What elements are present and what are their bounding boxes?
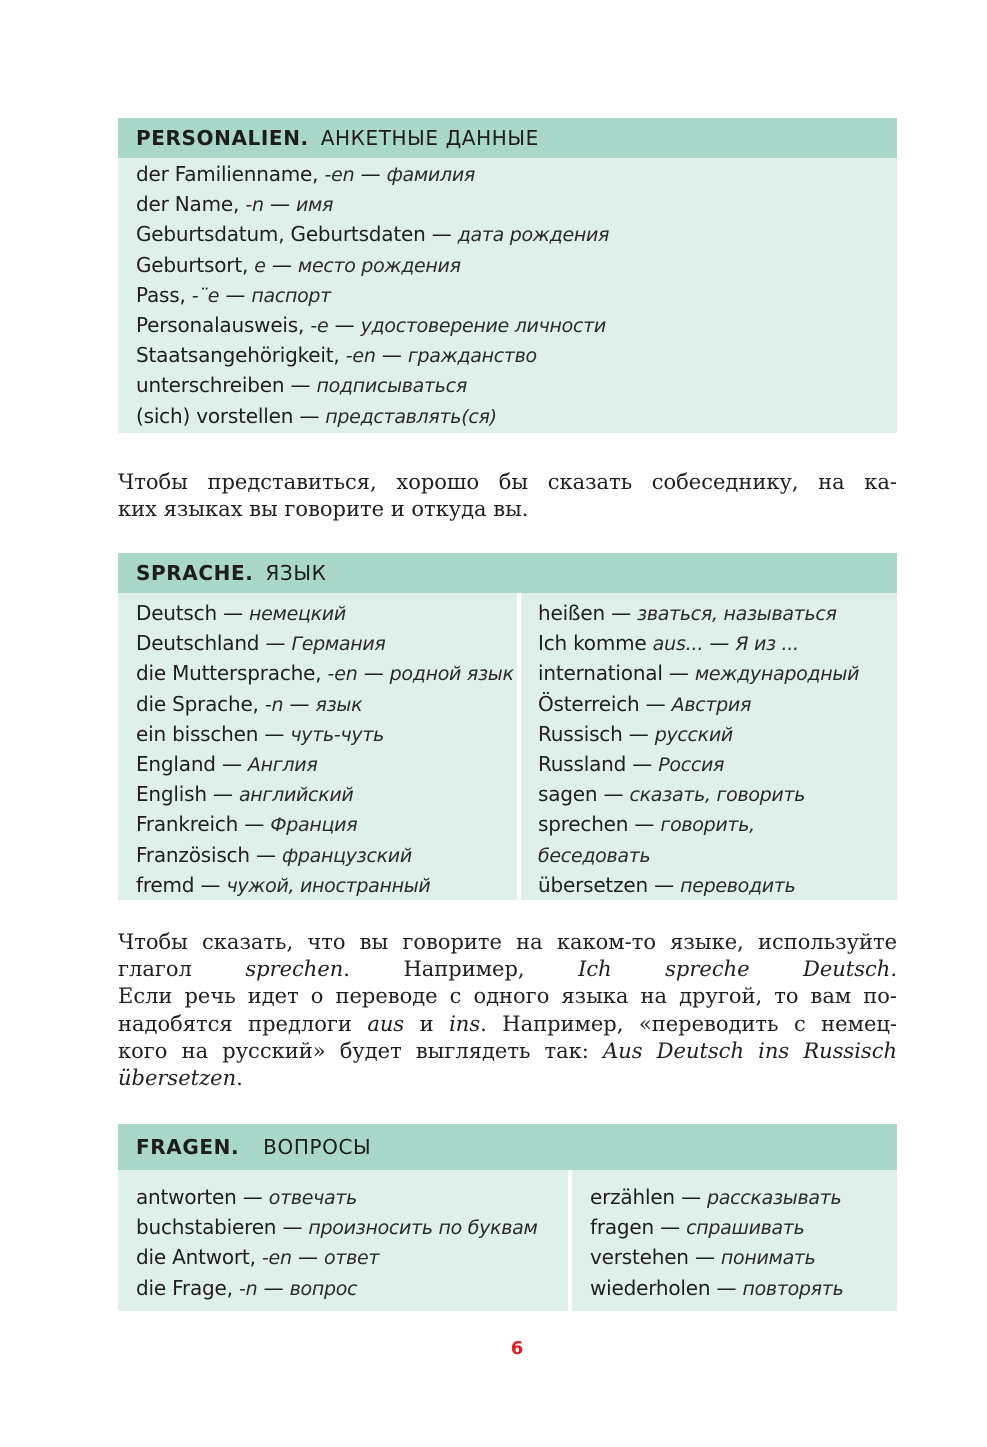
vocab-translation: рассказывать bbox=[707, 1187, 842, 1209]
paragraph-line: надобятся предлоги aus и ins. Например, «переводить с немец- bbox=[118, 1011, 897, 1036]
paragraph-example: ins bbox=[449, 1011, 481, 1036]
vocab-dash: — bbox=[291, 1245, 325, 1270]
personalien-box bbox=[118, 118, 897, 433]
vocab-dash: — bbox=[703, 631, 736, 656]
vocab-translation: имя bbox=[295, 194, 334, 217]
vocab-dash: — bbox=[249, 842, 282, 867]
vocab-word: buchstabieren bbox=[136, 1215, 277, 1240]
vocab-word: Deutsch bbox=[136, 601, 217, 625]
vocab-entry bbox=[136, 160, 609, 190]
vocab-translation: родной язык bbox=[389, 663, 514, 686]
vocab-translation: паспорт bbox=[251, 284, 331, 307]
vocab-translation: фамилия bbox=[386, 164, 476, 186]
vocab-translation: международный bbox=[694, 663, 860, 686]
vocab-dash: — bbox=[293, 403, 326, 428]
paragraph-example: aus bbox=[367, 1011, 405, 1036]
sprache-list bbox=[118, 593, 897, 900]
vocab-plural-suffix: aus... bbox=[652, 633, 704, 656]
paragraph-line: Чтобы сказать, что вы говорите на каком-то языке, используйте bbox=[118, 930, 897, 954]
page-number: 6 bbox=[510, 1338, 524, 1359]
vocab-translation: немецкий bbox=[249, 603, 346, 625]
vocab-translation: говорить, bbox=[660, 814, 755, 837]
vocab-word: der Familienname, bbox=[136, 162, 325, 186]
vocab-entry bbox=[590, 1274, 843, 1304]
vocab-translation: сказать, говорить bbox=[629, 784, 806, 807]
vocab-entry bbox=[136, 780, 514, 810]
paragraph-example: Aus Deutsch ins Russisch bbox=[603, 1038, 897, 1063]
vocab-dash: — bbox=[604, 601, 638, 625]
fragen-title-de: FRAGEN. bbox=[136, 1135, 240, 1159]
vocab-dash: — bbox=[597, 782, 630, 807]
vocab-dash: — bbox=[622, 721, 655, 746]
vocab-plural-suffix: -en bbox=[345, 345, 376, 368]
vocab-word: die Frage, bbox=[136, 1275, 239, 1300]
vocab-translation: произносить по буквам bbox=[308, 1217, 538, 1240]
vocab-dash: — bbox=[628, 812, 661, 837]
vocab-dash: — bbox=[219, 282, 252, 307]
vocab-plural-suffix: -en bbox=[261, 1247, 292, 1270]
vocab-dash: — bbox=[688, 1245, 721, 1270]
vocab-translation: представлять(ся) bbox=[325, 405, 497, 428]
vocab-entry bbox=[538, 659, 859, 689]
vocab-translation: русский bbox=[654, 723, 733, 746]
intro-paragraph-lines bbox=[118, 469, 897, 523]
vocab-dash: — bbox=[639, 691, 672, 716]
paragraph-line: übersetzen. bbox=[118, 1066, 243, 1091]
vocab-word: Geburtsdatum, Geburtsdaten bbox=[136, 222, 426, 247]
vocab-dash: — bbox=[328, 313, 361, 338]
vocab-entry bbox=[136, 629, 514, 659]
vocab-word: English bbox=[136, 782, 207, 807]
intro-paragraph bbox=[118, 469, 897, 523]
paragraph-line: кого на русский» будет выглядеть так: Aus Deutsch ins Russisch bbox=[118, 1038, 897, 1063]
vocab-translation: дата рождения bbox=[457, 224, 610, 247]
sprache-header bbox=[118, 553, 897, 593]
vocab-entry bbox=[538, 871, 859, 901]
personalien-title-de: PERSONALIEN. bbox=[136, 126, 309, 150]
vocab-translation: Франция bbox=[270, 814, 358, 837]
vocab-word: fragen bbox=[590, 1215, 654, 1240]
vocab-word: unterschreiben bbox=[136, 373, 285, 398]
vocab-translation: удостоверение личности bbox=[360, 315, 606, 338]
vocab-word: verstehen bbox=[590, 1245, 689, 1270]
sprache-title-ru: ЯЗЫК bbox=[265, 561, 327, 585]
vocab-entry bbox=[136, 190, 609, 220]
vocab-word: Österreich bbox=[538, 691, 640, 716]
vocab-word: Geburtsort, bbox=[136, 252, 255, 277]
vocab-word: übersetzen bbox=[538, 872, 648, 897]
vocab-word: Russland bbox=[538, 752, 627, 777]
vocab-translation: место рождения bbox=[297, 254, 461, 277]
vocab-entry bbox=[590, 1213, 843, 1243]
sprache-title-de: SPRACHE. bbox=[136, 561, 254, 585]
paragraph-example: sprechen bbox=[245, 957, 344, 982]
vocab-dash: — bbox=[276, 1215, 309, 1240]
vocab-entry bbox=[538, 599, 859, 629]
vocab-dash: — bbox=[354, 162, 387, 186]
vocab-word: Französisch bbox=[136, 842, 250, 867]
vocab-word: England bbox=[136, 752, 216, 777]
vocab-dash: — bbox=[654, 1215, 687, 1240]
vocab-dash: — bbox=[236, 1185, 269, 1209]
vocab-entry bbox=[136, 720, 514, 750]
vocab-entry bbox=[136, 251, 609, 281]
vocab-translation: Германия bbox=[291, 633, 386, 656]
fragen-box bbox=[118, 1124, 897, 1311]
vocab-word: international bbox=[538, 661, 663, 686]
vocab-entry bbox=[136, 1213, 538, 1243]
vocab-word: wiederholen bbox=[590, 1275, 711, 1300]
vocab-entry bbox=[136, 841, 514, 871]
paragraph-line: Чтобы представиться, хорошо бы сказать собеседнику, на ка- bbox=[118, 470, 897, 494]
vocab-plural-suffix: -n bbox=[238, 1277, 258, 1300]
vocab-dash: — bbox=[257, 1275, 290, 1300]
vocab-word: Frankreich bbox=[136, 812, 239, 837]
sprache-right-column bbox=[538, 599, 859, 901]
vocab-dash: — bbox=[259, 631, 292, 656]
vocab-dash: — bbox=[238, 812, 271, 837]
vocab-dash: — bbox=[425, 222, 458, 247]
vocab-word: erzählen bbox=[590, 1185, 675, 1209]
vocab-translation: язык bbox=[315, 693, 363, 716]
vocab-word: die Muttersprache, bbox=[136, 661, 328, 686]
paragraph-example: Ich spreche Deutsch bbox=[578, 957, 891, 982]
vocab-translation: переводить bbox=[680, 874, 796, 897]
vocab-entry bbox=[590, 1243, 843, 1273]
vocab-entry bbox=[538, 690, 859, 720]
vocab-dash: — bbox=[647, 872, 681, 897]
vocab-plural-suffix: e bbox=[254, 254, 266, 277]
sprache-box bbox=[118, 553, 897, 900]
vocab-word: der Name, bbox=[136, 192, 246, 217]
vocab-translation: ответ bbox=[324, 1247, 380, 1270]
vocab-word: Deutschland bbox=[136, 631, 260, 656]
vocab-dash: — bbox=[674, 1185, 708, 1209]
vocab-plural-suffix: -n bbox=[264, 693, 284, 716]
vocab-entry bbox=[590, 1183, 843, 1213]
vocab-translation: понимать bbox=[720, 1247, 816, 1270]
vocab-word: ein bisschen bbox=[136, 721, 259, 746]
vocab-translation: отвечать bbox=[268, 1187, 358, 1209]
vocab-dash: — bbox=[263, 192, 296, 217]
vocab-dash: — bbox=[284, 373, 317, 398]
vocab-translation: французский bbox=[281, 844, 412, 867]
personalien-title-ru: АНКЕТНЫЕ ДАННЫЕ bbox=[320, 126, 539, 150]
vocab-translation: Англия bbox=[247, 754, 318, 777]
fragen-left-column bbox=[136, 1183, 538, 1304]
vocab-plural-suffix: -n bbox=[245, 194, 264, 217]
vocab-entry bbox=[136, 371, 609, 401]
vocab-dash: — bbox=[206, 782, 239, 807]
paragraph-example: übersetzen bbox=[118, 1066, 237, 1091]
vocab-entry bbox=[538, 629, 859, 659]
vocab-word: Ich komme bbox=[538, 631, 653, 656]
vocab-dash: — bbox=[357, 661, 390, 686]
vocab-translation: спрашивать bbox=[686, 1217, 805, 1240]
vocab-entry bbox=[136, 690, 514, 720]
vocab-dash: — bbox=[662, 661, 695, 686]
personalien-header bbox=[118, 118, 897, 158]
vocab-entry bbox=[136, 1243, 538, 1273]
vocab-entry bbox=[136, 1183, 538, 1213]
vocab-entry bbox=[136, 311, 609, 341]
vocab-dash: — bbox=[265, 252, 298, 277]
vocab-dash: — bbox=[375, 343, 408, 368]
vocab-entry bbox=[538, 841, 859, 871]
vocab-dash: — bbox=[258, 721, 291, 746]
vocab-translation: гражданство bbox=[407, 345, 537, 368]
vocab-plural-suffix: -e bbox=[310, 315, 329, 338]
vocab-entry bbox=[136, 810, 514, 840]
vocab-entry bbox=[136, 659, 514, 689]
vocab-translation: вопрос bbox=[289, 1277, 358, 1300]
vocab-translation: подписываться bbox=[316, 375, 467, 398]
vocab-plural-suffix: -¨e bbox=[191, 284, 220, 307]
fragen-list bbox=[118, 1170, 897, 1311]
vocab-entry bbox=[136, 402, 609, 432]
vocab-dash: — bbox=[710, 1275, 743, 1300]
vocab-word: (sich) vorstellen bbox=[136, 403, 294, 428]
vocab-word: Personalausweis, bbox=[136, 313, 311, 338]
vocab-word: die Sprache, bbox=[136, 691, 265, 716]
vocab-word: heißen bbox=[538, 601, 605, 625]
fragen-column-divider bbox=[568, 1170, 572, 1311]
vocab-entry bbox=[538, 750, 859, 780]
personalien-column bbox=[136, 160, 609, 432]
personalien-list bbox=[118, 158, 897, 433]
vocab-translation: Я из ... bbox=[735, 633, 799, 656]
usage-paragraph bbox=[118, 929, 897, 1092]
vocab-word: sagen bbox=[538, 782, 598, 807]
vocab-translation: английский bbox=[238, 784, 354, 807]
vocab-translation: зваться, называться bbox=[637, 603, 837, 625]
fragen-right-column bbox=[590, 1183, 843, 1304]
vocab-entry bbox=[136, 750, 514, 780]
vocab-translation: повторять bbox=[742, 1277, 844, 1300]
vocab-dash: — bbox=[216, 601, 250, 625]
vocab-entry bbox=[136, 341, 609, 371]
fragen-title-ru: ВОПРОСЫ bbox=[263, 1135, 372, 1159]
vocab-word: Russisch bbox=[538, 721, 623, 746]
vocab-translation: чуть-чуть bbox=[290, 723, 385, 746]
vocab-dash: — bbox=[194, 872, 227, 897]
vocab-entry bbox=[538, 810, 859, 840]
vocab-entry bbox=[136, 1274, 538, 1304]
vocab-word: die Antwort, bbox=[136, 1245, 262, 1270]
paragraph-line: Если речь идет о переводе с одного языка на другой, то вам по- bbox=[118, 984, 897, 1009]
vocab-translation: Россия bbox=[658, 754, 725, 777]
paragraph-line: глагол sprechen. Например, Ich spreche Deutsch. bbox=[118, 957, 898, 982]
vocab-entry bbox=[538, 720, 859, 750]
paragraph-line: ких языках вы говорите и откуда вы. bbox=[118, 497, 529, 522]
vocab-entry bbox=[136, 871, 514, 901]
vocab-word: Pass, bbox=[136, 282, 192, 307]
vocab-translation: чужой, иностранный bbox=[226, 874, 431, 897]
vocab-entry bbox=[136, 599, 514, 629]
vocab-word: Staatsangehörigkeit, bbox=[136, 343, 346, 368]
fragen-header bbox=[118, 1124, 897, 1170]
vocab-word: fremd bbox=[136, 872, 195, 897]
sprache-left-column bbox=[136, 599, 514, 901]
vocab-dash: — bbox=[283, 691, 316, 716]
vocab-entry bbox=[538, 780, 859, 810]
vocab-entry bbox=[136, 220, 609, 250]
usage-paragraph-lines bbox=[118, 929, 897, 1092]
vocab-plural-suffix: -en bbox=[327, 663, 358, 686]
sprache-column-divider bbox=[517, 593, 521, 900]
vocab-word: sprechen bbox=[538, 812, 629, 837]
vocab-translation: беседовать bbox=[538, 844, 651, 867]
vocab-entry bbox=[136, 281, 609, 311]
vocab-dash: — bbox=[215, 752, 248, 777]
vocab-dash: — bbox=[626, 752, 659, 777]
vocab-plural-suffix: -en bbox=[324, 164, 355, 186]
vocab-word: antworten bbox=[136, 1185, 237, 1209]
vocab-translation: Австрия bbox=[671, 693, 752, 716]
